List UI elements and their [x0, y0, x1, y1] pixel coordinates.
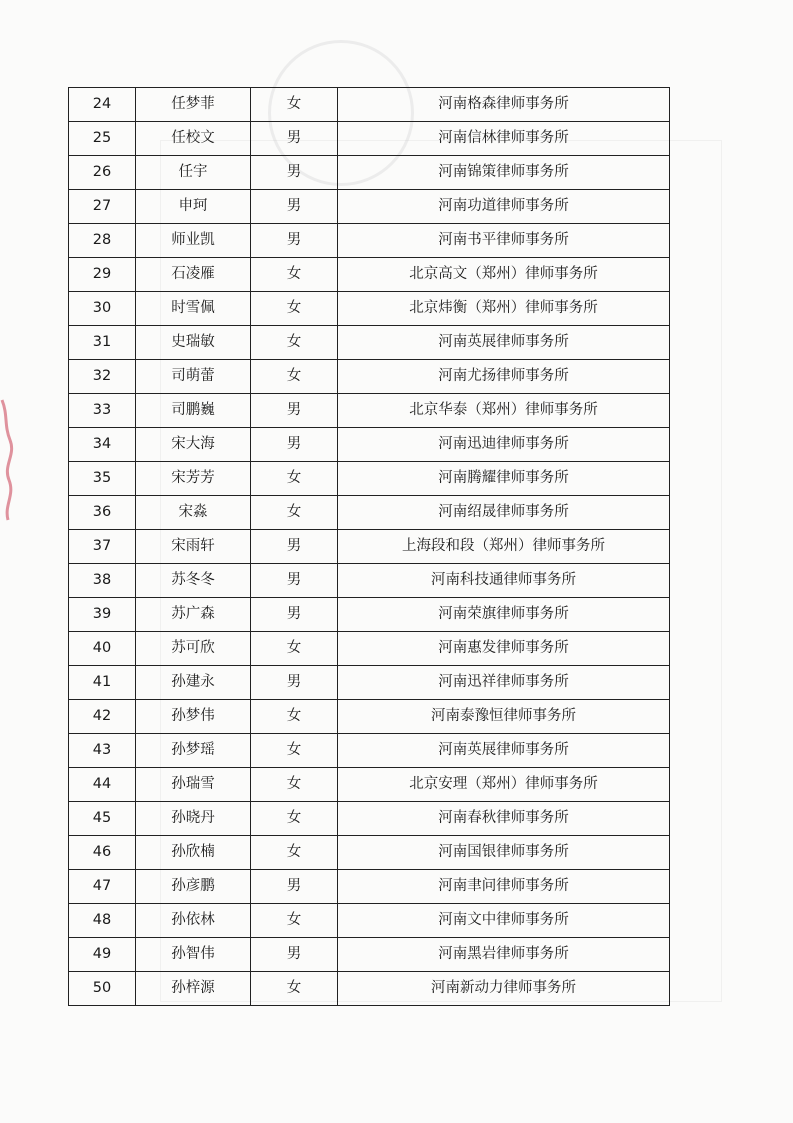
table-row [69, 530, 670, 564]
gender: 女 [251, 972, 338, 1006]
row-number: 47 [69, 870, 136, 904]
row-number: 46 [69, 836, 136, 870]
row-number: 26 [69, 156, 136, 190]
table-row [69, 564, 670, 598]
table-row [69, 938, 670, 972]
gender: 男 [251, 938, 338, 972]
lawyer-name: 孙瑞雪 [136, 768, 251, 802]
lawyer-name: 石凌雁 [136, 258, 251, 292]
gender: 女 [251, 700, 338, 734]
gender: 男 [251, 122, 338, 156]
law-firm: 河南迅祥律师事务所 [338, 666, 670, 700]
gender: 女 [251, 462, 338, 496]
lawyer-name: 时雪佩 [136, 292, 251, 326]
lawyer-name: 孙智伟 [136, 938, 251, 972]
law-firm: 河南信林律师事务所 [338, 122, 670, 156]
row-number: 33 [69, 394, 136, 428]
row-number: 48 [69, 904, 136, 938]
lawyer-name: 任校文 [136, 122, 251, 156]
gender: 男 [251, 190, 338, 224]
law-firm: 河南春秋律师事务所 [338, 802, 670, 836]
law-firm: 上海段和段（郑州）律师事务所 [338, 530, 670, 564]
table-row [69, 190, 670, 224]
table-row [69, 258, 670, 292]
law-firm: 河南英展律师事务所 [338, 326, 670, 360]
table-row [69, 292, 670, 326]
law-firm: 河南惠发律师事务所 [338, 632, 670, 666]
gender: 男 [251, 666, 338, 700]
gender: 女 [251, 496, 338, 530]
law-firm: 北京安理（郑州）律师事务所 [338, 768, 670, 802]
gender: 女 [251, 326, 338, 360]
lawyer-name: 宋雨轩 [136, 530, 251, 564]
row-number: 36 [69, 496, 136, 530]
law-firm: 北京高文（郑州）律师事务所 [338, 258, 670, 292]
lawyer-name: 史瑞敏 [136, 326, 251, 360]
table-row [69, 972, 670, 1006]
row-number: 38 [69, 564, 136, 598]
law-firm: 河南腾耀律师事务所 [338, 462, 670, 496]
table-row [69, 496, 670, 530]
gender: 女 [251, 258, 338, 292]
table-row [69, 462, 670, 496]
table-row [69, 598, 670, 632]
law-firm: 河南迅迪律师事务所 [338, 428, 670, 462]
law-firm: 河南国银律师事务所 [338, 836, 670, 870]
row-number: 42 [69, 700, 136, 734]
row-number: 32 [69, 360, 136, 394]
law-firm: 河南绍晟律师事务所 [338, 496, 670, 530]
row-number: 27 [69, 190, 136, 224]
table-row [69, 224, 670, 258]
table-row [69, 836, 670, 870]
row-number: 45 [69, 802, 136, 836]
gender: 男 [251, 564, 338, 598]
row-number: 28 [69, 224, 136, 258]
row-number: 39 [69, 598, 136, 632]
row-number: 44 [69, 768, 136, 802]
gender: 女 [251, 292, 338, 326]
lawyer-name: 宋芳芳 [136, 462, 251, 496]
row-number: 31 [69, 326, 136, 360]
lawyer-name: 司萌蕾 [136, 360, 251, 394]
row-number: 50 [69, 972, 136, 1006]
gender: 男 [251, 530, 338, 564]
lawyer-name: 孙梦伟 [136, 700, 251, 734]
lawyer-name: 申珂 [136, 190, 251, 224]
law-firm: 河南功道律师事务所 [338, 190, 670, 224]
table-row [69, 632, 670, 666]
lawyer-name: 宋大海 [136, 428, 251, 462]
lawyer-name: 苏冬冬 [136, 564, 251, 598]
law-firm: 河南黑岩律师事务所 [338, 938, 670, 972]
table-row [69, 326, 670, 360]
gender: 男 [251, 870, 338, 904]
table-row [69, 156, 670, 190]
row-number: 43 [69, 734, 136, 768]
lawyer-name: 孙晓丹 [136, 802, 251, 836]
lawyer-name: 孙建永 [136, 666, 251, 700]
table-row [69, 360, 670, 394]
table-row [69, 666, 670, 700]
table-row [69, 802, 670, 836]
row-number: 25 [69, 122, 136, 156]
law-firm: 河南新动力律师事务所 [338, 972, 670, 1006]
row-number: 40 [69, 632, 136, 666]
gender: 女 [251, 768, 338, 802]
row-number: 30 [69, 292, 136, 326]
row-number: 24 [69, 88, 136, 122]
table-row [69, 428, 670, 462]
law-firm: 河南科技通律师事务所 [338, 564, 670, 598]
law-firm: 河南泰豫恒律师事务所 [338, 700, 670, 734]
lawyer-name: 孙依林 [136, 904, 251, 938]
lawyer-name: 孙欣楠 [136, 836, 251, 870]
roster-table-body [69, 88, 670, 1006]
gender: 女 [251, 734, 338, 768]
table-row [69, 734, 670, 768]
lawyer-name: 孙梓源 [136, 972, 251, 1006]
lawyer-name: 孙彦鹏 [136, 870, 251, 904]
gender: 男 [251, 394, 338, 428]
gender: 男 [251, 428, 338, 462]
row-number: 29 [69, 258, 136, 292]
table-row [69, 700, 670, 734]
row-number: 35 [69, 462, 136, 496]
lawyer-name: 孙梦瑶 [136, 734, 251, 768]
row-number: 34 [69, 428, 136, 462]
gender: 男 [251, 224, 338, 258]
table-row [69, 768, 670, 802]
lawyer-name: 任梦菲 [136, 88, 251, 122]
lawyer-roster-table [68, 87, 670, 1006]
lawyer-name: 苏广森 [136, 598, 251, 632]
law-firm: 北京华泰（郑州）律师事务所 [338, 394, 670, 428]
law-firm: 北京炜衡（郑州）律师事务所 [338, 292, 670, 326]
gender: 女 [251, 836, 338, 870]
law-firm: 河南文中律师事务所 [338, 904, 670, 938]
gender: 女 [251, 632, 338, 666]
row-number: 49 [69, 938, 136, 972]
red-seal-edge-mark [0, 395, 14, 525]
table-row [69, 122, 670, 156]
gender: 女 [251, 904, 338, 938]
lawyer-name: 任宇 [136, 156, 251, 190]
law-firm: 河南锦策律师事务所 [338, 156, 670, 190]
gender: 男 [251, 598, 338, 632]
gender: 女 [251, 360, 338, 394]
gender: 男 [251, 156, 338, 190]
law-firm: 河南尤扬律师事务所 [338, 360, 670, 394]
gender: 女 [251, 88, 338, 122]
table-row [69, 904, 670, 938]
lawyer-name: 师业凯 [136, 224, 251, 258]
row-number: 37 [69, 530, 136, 564]
table-row [69, 870, 670, 904]
lawyer-name: 宋淼 [136, 496, 251, 530]
row-number: 41 [69, 666, 136, 700]
law-firm: 河南聿问律师事务所 [338, 870, 670, 904]
law-firm: 河南格森律师事务所 [338, 88, 670, 122]
table-row [69, 394, 670, 428]
lawyer-name: 司鹏巍 [136, 394, 251, 428]
lawyer-name: 苏可欣 [136, 632, 251, 666]
law-firm: 河南荣旗律师事务所 [338, 598, 670, 632]
table-row [69, 88, 670, 122]
law-firm: 河南书平律师事务所 [338, 224, 670, 258]
law-firm: 河南英展律师事务所 [338, 734, 670, 768]
gender: 女 [251, 802, 338, 836]
